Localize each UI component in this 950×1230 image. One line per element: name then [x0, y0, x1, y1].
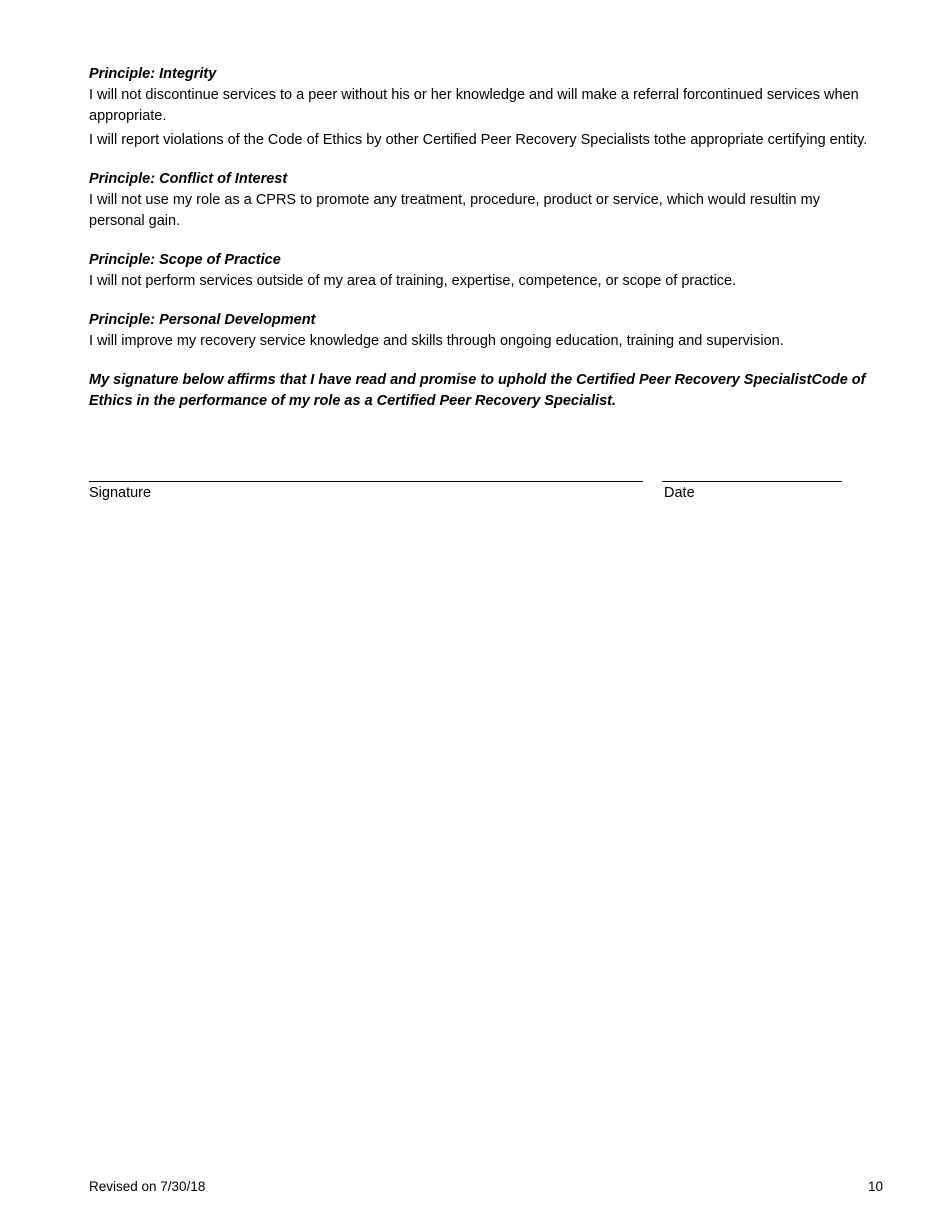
date-label: Date: [664, 485, 695, 501]
document-body: [89, 64, 879, 412]
revised-date: Revised on 7/30/18: [89, 1179, 206, 1194]
section-heading: Principle: Personal Development: [89, 312, 316, 328]
signature-line[interactable]: [89, 481, 643, 482]
section-heading: Principle: Conflict of Interest: [89, 171, 288, 187]
date-line[interactable]: [662, 481, 842, 482]
section-scope-of-practice: [89, 250, 879, 292]
section-heading: Principle: Scope of Practice: [89, 252, 281, 268]
section-integrity: [89, 64, 879, 151]
affirmation-statement: My signature below affirms that I have read and promise to uphold the Certified Peer Recovery SpecialistCode of Ethics in the performance of my role as a Certified Peer Recovery Specialist.: [89, 372, 866, 409]
section-conflict-of-interest: [89, 169, 879, 232]
section-paragraph: I will not use my role as a CPRS to promote any treatment, procedure, product or service, which would resultin my personal gain.: [89, 192, 820, 229]
section-paragraph: I will improve my recovery service knowledge and skills through ongoing education, training and supervision.: [89, 333, 784, 349]
section-paragraph: I will report violations of the Code of Ethics by other Certified Peer Recovery Specialists tothe appropriate certifying entity.: [89, 132, 868, 148]
page-number: 10: [868, 1179, 884, 1194]
signature-label: Signature: [89, 485, 152, 501]
section-paragraph: I will not discontinue services to a peer without his or her knowledge and will make a referral forcontinued services when appropriate.: [89, 87, 859, 124]
section-heading: Principle: Integrity: [89, 66, 217, 82]
section-paragraph: I will not perform services outside of my area of training, expertise, competence, or scope of practice.: [89, 273, 737, 289]
section-personal-development: [89, 310, 879, 352]
